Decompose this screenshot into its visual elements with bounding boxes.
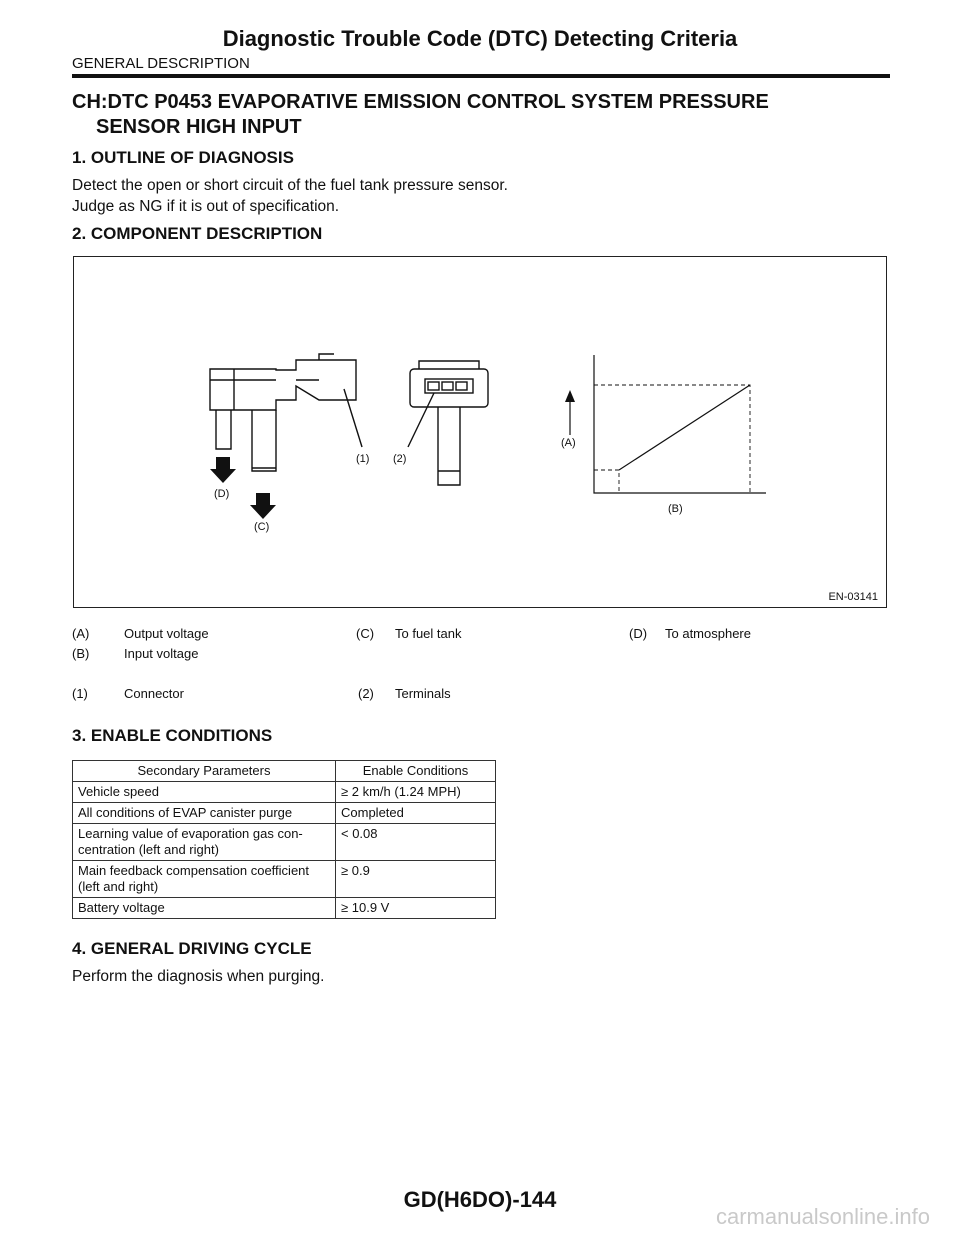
outline-text-1: Detect the open or short circuit of the fuel tank pressure sensor.	[72, 177, 508, 194]
legend-key-2: (2)	[358, 686, 374, 701]
legend-text-d: To atmosphere	[665, 626, 751, 641]
outline-text-2: Judge as NG if it is out of specification.	[72, 198, 340, 215]
dtc-title-line1: CH:DTC P0453 EVAPORATIVE EMISSION CONTROL SYSTEM PRESSURE	[72, 91, 769, 113]
page-number: GD(H6DO)-144	[403, 1187, 557, 1212]
legend-text-2: Terminals	[395, 686, 451, 701]
figure-label-b: (B)	[668, 503, 683, 515]
table-cell-condition: < 0.08	[336, 824, 496, 861]
dtc-title	[72, 90, 872, 140]
table-header-row	[73, 761, 496, 782]
table-cell-condition: Completed	[336, 803, 496, 824]
page-header-title: Diagnostic Trouble Code (DTC) Detecting Criteria	[222, 26, 738, 51]
table-row	[73, 898, 496, 919]
figure-label-2: (2)	[393, 453, 407, 465]
section-outline-heading: 1. OUTLINE OF DIAGNOSIS	[72, 148, 294, 167]
table-cell-parameter: Battery voltage	[73, 898, 336, 919]
legend-text-a: Output voltage	[124, 626, 209, 641]
table-row	[73, 782, 496, 803]
table-cell-condition: ≥ 10.9 V	[336, 898, 496, 919]
legend-key-1: (1)	[72, 686, 88, 701]
table-cell-condition: ≥ 0.9	[336, 861, 496, 898]
figure-code: EN-03141	[828, 591, 878, 603]
dtc-title-line2: SENSOR HIGH INPUT	[96, 116, 302, 138]
sensor-diagram	[74, 257, 886, 607]
enable-conditions-table	[72, 760, 496, 919]
table-row	[73, 861, 496, 898]
figure-label-a: (A)	[561, 437, 576, 449]
figure-label-1: (1)	[356, 453, 370, 465]
table-header-conditions: Enable Conditions	[336, 761, 496, 782]
legend-key-a: (A)	[72, 626, 90, 641]
table-cell-parameter: All conditions of EVAP canister purge	[73, 803, 336, 824]
figure-label-c: (C)	[254, 521, 270, 533]
legend-key-b: (B)	[72, 646, 90, 661]
table-cell-parameter: Main feedback compensation coefficient (left and right)	[73, 861, 336, 898]
table-cell-parameter: Vehicle speed	[73, 782, 336, 803]
legend-key-d: (D)	[629, 626, 648, 641]
section-component-heading: 2. COMPONENT DESCRIPTION	[72, 224, 323, 243]
section-driving-heading: 4. GENERAL DRIVING CYCLE	[72, 939, 312, 958]
table-row	[73, 803, 496, 824]
legend-text-b: Input voltage	[124, 646, 199, 661]
table-cell-parameter: Learning value of evaporation gas con- centration (left and right)	[73, 824, 336, 861]
section-enable-heading: 3. ENABLE CONDITIONS	[72, 726, 273, 745]
figure-label-d: (D)	[214, 488, 230, 500]
legend-key-c: (C)	[356, 626, 375, 641]
driving-text: Perform the diagnosis when purging.	[72, 968, 325, 985]
table-cell-condition: ≥ 2 km/h (1.24 MPH)	[336, 782, 496, 803]
header-divider	[72, 74, 890, 78]
watermark: carmanualsonline.info	[715, 1204, 930, 1229]
table-row	[73, 824, 496, 861]
component-figure	[73, 256, 887, 608]
page-header-subtitle: GENERAL DESCRIPTION	[72, 55, 250, 72]
legend-text-c: To fuel tank	[395, 626, 462, 641]
table-header-parameters: Secondary Parameters	[73, 761, 336, 782]
legend-text-1: Connector	[124, 686, 184, 701]
